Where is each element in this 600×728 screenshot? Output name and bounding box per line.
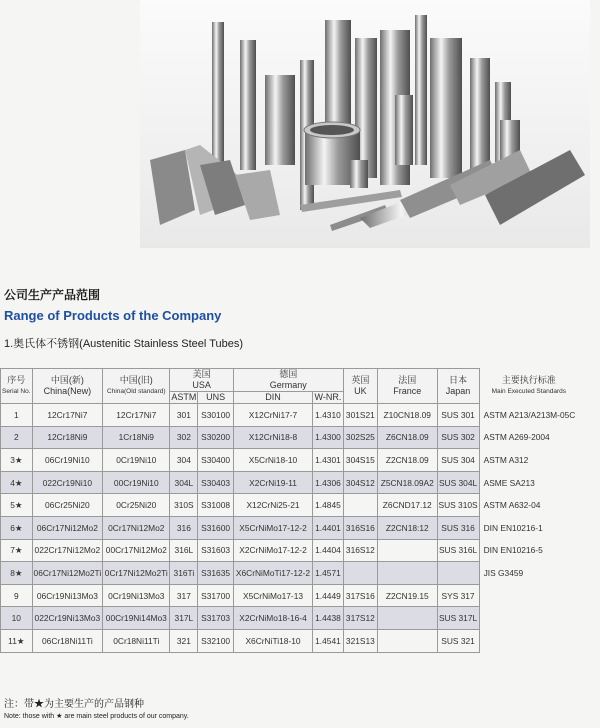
cell-japan: SYS 317 [437, 584, 479, 607]
cell-std: DIN EN10216-5 [479, 539, 578, 562]
header-uk-cn: 英国 [351, 375, 370, 385]
cell-uk: 316S12 [343, 539, 377, 562]
cell-japan: SUS 316L [437, 539, 479, 562]
header-uns: UNS [198, 392, 233, 404]
cell-uk: 321S13 [343, 629, 377, 652]
product-photo [140, 0, 590, 248]
cell-uns: S31635 [198, 562, 233, 585]
table-row [1, 607, 579, 630]
cell-astm: 317 [170, 584, 198, 607]
cell-serial: 6★ [1, 516, 33, 539]
cell-japan: SUS 321 [437, 629, 479, 652]
cell-din: X6CrNiMoTi17-12-2 [233, 562, 312, 585]
cell-astm: 304 [170, 449, 198, 472]
cell-china-old: 00Cr19Ni14Mo3 [103, 607, 170, 630]
header-china-new [32, 369, 103, 404]
header-japan-en: Japan [445, 386, 471, 396]
header-din: DIN [233, 392, 312, 404]
cell-france [377, 607, 437, 630]
table-row [1, 404, 579, 427]
cell-astm: 316 [170, 516, 198, 539]
products-table-body [1, 404, 579, 653]
cell-japan: SUS 316 [437, 516, 479, 539]
cell-din: X12CrNi18-8 [233, 426, 312, 449]
header-germany-cn: 德国 [279, 369, 298, 379]
cell-wnr: 1.4845 [313, 494, 344, 517]
cell-uk [343, 494, 377, 517]
cell-din: X12CrNi25-21 [233, 494, 312, 517]
cell-din: X5CrNiMo17-13 [233, 584, 312, 607]
products-table [0, 368, 578, 653]
cell-din: X2CrNi19-11 [233, 471, 312, 494]
cell-din: X2CrNiMo18-16-4 [233, 607, 312, 630]
cell-uns: S31700 [198, 584, 233, 607]
cell-japan: SUS 310S [437, 494, 479, 517]
cell-serial: 5★ [1, 494, 33, 517]
cell-uns: S31600 [198, 516, 233, 539]
header-japan-cn: 日本 [449, 375, 468, 385]
cell-astm: 316L [170, 539, 198, 562]
cell-uk: 304S12 [343, 471, 377, 494]
section-heading [4, 286, 221, 323]
cell-uns: S31008 [198, 494, 233, 517]
cell-wnr: 1.4300 [313, 426, 344, 449]
title-cn: 公司生产产品范围 [4, 288, 101, 302]
header-china-old-en: China(Old standard) [107, 388, 166, 395]
cell-serial: 4★ [1, 471, 33, 494]
header-serial-en: Serial No. [2, 388, 31, 395]
cell-astm: 304L [170, 471, 198, 494]
cell-japan: SUS 301 [437, 404, 479, 427]
cell-uns: S30100 [198, 404, 233, 427]
cell-astm: 310S [170, 494, 198, 517]
header-serial [1, 369, 33, 404]
cell-std [479, 607, 578, 630]
cell-china-new: 022Cr19Ni13Mo3 [32, 607, 103, 630]
cell-din: X6CrNiTi18-10 [233, 629, 312, 652]
cell-japan: SUS 304 [437, 449, 479, 472]
cell-din: X5CrNiMo17-12-2 [233, 516, 312, 539]
cell-china-old: 0Cr18Ni11Ti [103, 629, 170, 652]
cell-wnr: 1.4438 [313, 607, 344, 630]
header-usa-en: USA [192, 380, 211, 390]
subtitle: 1.奥氏体不锈钢(Austenitic Stainless Steel Tubes) [4, 338, 244, 350]
cell-serial: 9 [1, 584, 33, 607]
cell-china-old: 1Cr18Ni9 [103, 426, 170, 449]
header-usa [170, 369, 233, 392]
header-standards [479, 369, 578, 404]
cell-astm: 321 [170, 629, 198, 652]
table-row [1, 629, 579, 652]
cell-china-old: 0Cr25Ni20 [103, 494, 170, 517]
cell-serial: 7★ [1, 539, 33, 562]
cell-wnr: 1.4306 [313, 471, 344, 494]
header-standards-en: Main Executed Standards [491, 388, 567, 395]
table-row [1, 494, 579, 517]
header-germany-en: Germany [269, 380, 307, 390]
cell-serial: 11★ [1, 629, 33, 652]
cell-uk: 317S16 [343, 584, 377, 607]
header-france-cn: 法国 [398, 375, 417, 385]
cell-uk: 304S15 [343, 449, 377, 472]
cell-france: Z2CN18.09 [377, 449, 437, 472]
header-wnr: W-NR. [314, 392, 342, 402]
cell-france: Z6CN18.09 [377, 426, 437, 449]
cell-china-old: 0Cr17Ni12Mo2 [103, 516, 170, 539]
footnote-cn: 注：带★为主要生产的产品钢种 [4, 699, 144, 710]
cell-serial: 10 [1, 607, 33, 630]
cell-france: Z2CN19.15 [377, 584, 437, 607]
cell-uns: S32100 [198, 629, 233, 652]
cell-japan: SUS 302 [437, 426, 479, 449]
header-china-old [103, 369, 170, 404]
header-germany [233, 369, 343, 392]
header-japan [437, 369, 479, 404]
cell-serial: 1 [1, 404, 33, 427]
cell-japan: SUS 304L [437, 471, 479, 494]
cell-china-new: 12Cr18Ni9 [32, 426, 103, 449]
cell-france: Z2CN18:12 [377, 516, 437, 539]
cell-china-new: 12Cr17Ni7 [32, 404, 103, 427]
cell-din: X2CrNiMo17-12-2 [233, 539, 312, 562]
cell-france [377, 562, 437, 585]
cell-china-old: 0Cr17Ni12Mo2Ti [103, 562, 170, 585]
header-usa-cn: 美国 [192, 369, 211, 379]
cell-china-new: 06Cr19Ni10 [32, 449, 103, 472]
cell-wnr: 1.4571 [313, 562, 344, 585]
cell-astm: 301 [170, 404, 198, 427]
cell-wnr: 1.4404 [313, 539, 344, 562]
cell-japan [437, 562, 479, 585]
cell-std: ASTM A312 [479, 449, 578, 472]
cell-wnr: 1.4310 [313, 404, 344, 427]
cell-std [479, 584, 578, 607]
cell-japan: SUS 317L [437, 607, 479, 630]
cell-uns: S31703 [198, 607, 233, 630]
table-row [1, 449, 579, 472]
cell-uns: S30400 [198, 449, 233, 472]
footnote-en: Note: those with ★ are main steel products of our company. [4, 713, 189, 720]
cell-wnr: 1.4301 [313, 449, 344, 472]
cell-std: JIS G3459 [479, 562, 578, 585]
cell-china-old: 0Cr19Ni13Mo3 [103, 584, 170, 607]
table-row [1, 584, 579, 607]
cell-std: DIN EN10216-1 [479, 516, 578, 539]
cell-serial: 3★ [1, 449, 33, 472]
cell-france [377, 629, 437, 652]
cell-din: X12CrNi17-7 [233, 404, 312, 427]
cell-std: ASTM A213/A213M-05C [479, 404, 578, 427]
cell-std [479, 629, 578, 652]
cell-uk: 317S12 [343, 607, 377, 630]
cell-uns: S30403 [198, 471, 233, 494]
header-china-old-cn: 中国(旧) [119, 375, 153, 385]
cell-std: ASME SA213 [479, 471, 578, 494]
cell-china-new: 022Cr17Ni12Mo2 [32, 539, 103, 562]
cell-china-new: 06Cr17Ni12Mo2Ti [32, 562, 103, 585]
cell-uk: 302S25 [343, 426, 377, 449]
table-row [1, 516, 579, 539]
title-en: Range of Products of the Company [4, 308, 222, 323]
table-row [1, 471, 579, 494]
header-serial-cn: 序号 [7, 375, 26, 385]
table-row [1, 539, 579, 562]
cell-france: Z10CN18.09 [377, 404, 437, 427]
header-uk-en: UK [354, 386, 367, 396]
cell-din: X5CrNi18-10 [233, 449, 312, 472]
table-row [1, 426, 579, 449]
cell-uns: S30200 [198, 426, 233, 449]
cell-china-new: 022Cr19Ni10 [32, 471, 103, 494]
header-standards-cn: 主要执行标准 [501, 375, 556, 385]
header-china-new-cn: 中国(新) [50, 375, 84, 385]
cell-china-old: 12Cr17Ni7 [103, 404, 170, 427]
header-france-en: France [393, 386, 422, 396]
cell-std: ASTM A269-2004 [479, 426, 578, 449]
cell-astm: 316Ti [170, 562, 198, 585]
cell-uk: 301S21 [343, 404, 377, 427]
header-uk [343, 369, 377, 404]
cell-china-new: 06Cr17Ni12Mo2 [32, 516, 103, 539]
cell-china-new: 06Cr19Ni13Mo3 [32, 584, 103, 607]
table-row [1, 562, 579, 585]
cell-serial: 2 [1, 426, 33, 449]
cell-astm: 302 [170, 426, 198, 449]
cell-wnr: 1.4541 [313, 629, 344, 652]
footnote [4, 695, 189, 720]
cell-serial: 8★ [1, 562, 33, 585]
cell-wnr: 1.4401 [313, 516, 344, 539]
cell-china-old: 0Cr19Ni10 [103, 449, 170, 472]
cell-china-old: 00Cr19Ni10 [103, 471, 170, 494]
cell-astm: 317L [170, 607, 198, 630]
cell-uk: 316S16 [343, 516, 377, 539]
header-china-new-en: China(New) [43, 386, 92, 396]
cell-std: ASTM A632-04 [479, 494, 578, 517]
header-astm: ASTM [171, 392, 197, 402]
cell-wnr: 1.4449 [313, 584, 344, 607]
cell-france: Z6CND17.12 [377, 494, 437, 517]
header-france [377, 369, 437, 404]
cell-france [377, 539, 437, 562]
cell-china-new: 06Cr18Ni11Ti [32, 629, 103, 652]
cell-china-old: 00Cr17Ni12Mo2 [103, 539, 170, 562]
cell-china-new: 06Cr25Ni20 [32, 494, 103, 517]
cell-france: Z5CN18.09A2 [377, 471, 437, 494]
cell-uk [343, 562, 377, 585]
cell-uns: S31603 [198, 539, 233, 562]
